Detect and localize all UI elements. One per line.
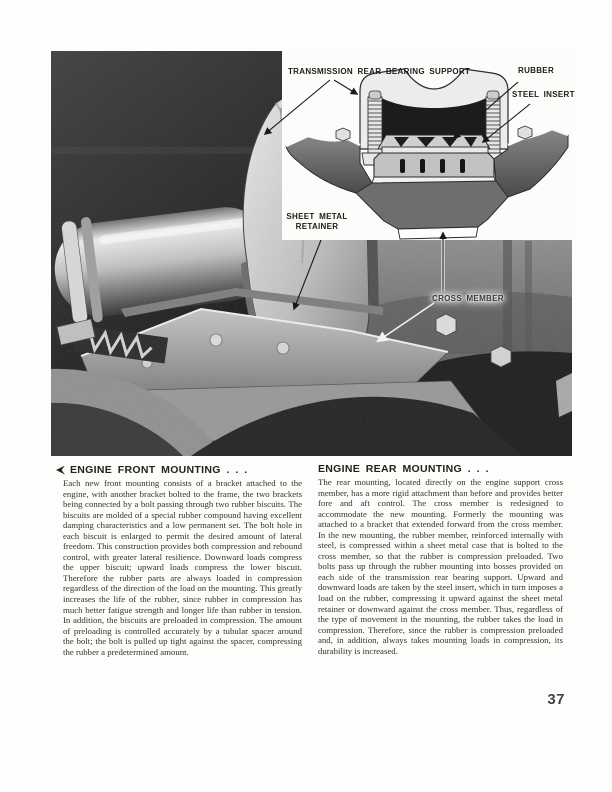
left-arrowhead-icon [56,466,65,475]
rubber-and-steel-insert [378,135,490,153]
heading-engine-front-mounting [56,464,248,476]
heading-engine-rear-mounting [318,463,489,475]
engine-rear-mounting-paragraph: The rear mounting, located directly on the engine support cross member, has a more rigid attachment than before and provides better fore and aft control. The cross member is redesigned to accommodate the new mounting. Formerly the mounting was attached to a bracket that extended forward from the cross member. In the new mounting, the rubber member, reinforced internally with steel, is compressed within a sheet metal case that is bolted to the cross member, so that the rubber is compression preloaded. Two bolts pass up through the rubber mounting into bosses provided on each side of the transmission rear bearing support. Upward and downward loads are taken by the steel insert, which in turn imposes a load on the rubber, compressing it upward against the sheet metal retainer or downward against the cross member. Thus, regardless of the type of movement in the mounting, the rubber takes the load in compression. Therefore, since the rubber is compression preloaded and, in addition, always takes mounting loads in compression, its durability is increased. [318,477,563,656]
callout-steel-insert: STEEL INSERT [512,90,575,99]
callout-sheet-metal-retainer-line2: RETAINER [295,222,339,231]
callout-cross-member: CROSS MEMBER [432,294,504,303]
callout-sheet-metal-retainer-line1: SHEET METAL [286,212,348,221]
callout-rubber: RUBBER [518,66,555,75]
heading-engine-front-mounting-label: ENGINE FRONT MOUNTING . . . [70,464,248,476]
callout-sheet-metal-retainer [281,212,353,232]
callout-transmission-rear-bearing-support: TRANSMISSION REAR BEARING SUPPORT [288,67,471,76]
page-number: 37 [547,691,565,708]
engine-front-mounting-paragraph: Each new front mounting consists of a bracket attached to the engine, with another bracket bolted to the frame, the two brackets being connected by a bolt passing through two rubber biscuits. The biscuits are molded of a special rubber compound having excellent damping characteristics and a low permanent set. The bolt hole in each biscuit is enlarged to permit the desired amount of lateral freedom. This construction provides both compression and rebound control, with greater lateral resilience. Downward loads compress the upper biscuit; upward loads compress the lower biscuit. Therefore the rubber parts are always loaded in compression regardless of the direction of the load on the mounting. This greatly increases the life of the rubber, since rubber in compression has much better fatigue strength and longer life than rubber in tension. In addition, the biscuits are preloaded in compression. The amount of preloading is controlled accurately by a tubular spacer around the bolt; the bolt is pulled up tight against the spacer, compressing the rubber a predetermined amount. [63,478,302,657]
sheet-metal-case [372,153,496,183]
heading-engine-rear-mounting-label: ENGINE REAR MOUNTING . . . [318,463,489,475]
